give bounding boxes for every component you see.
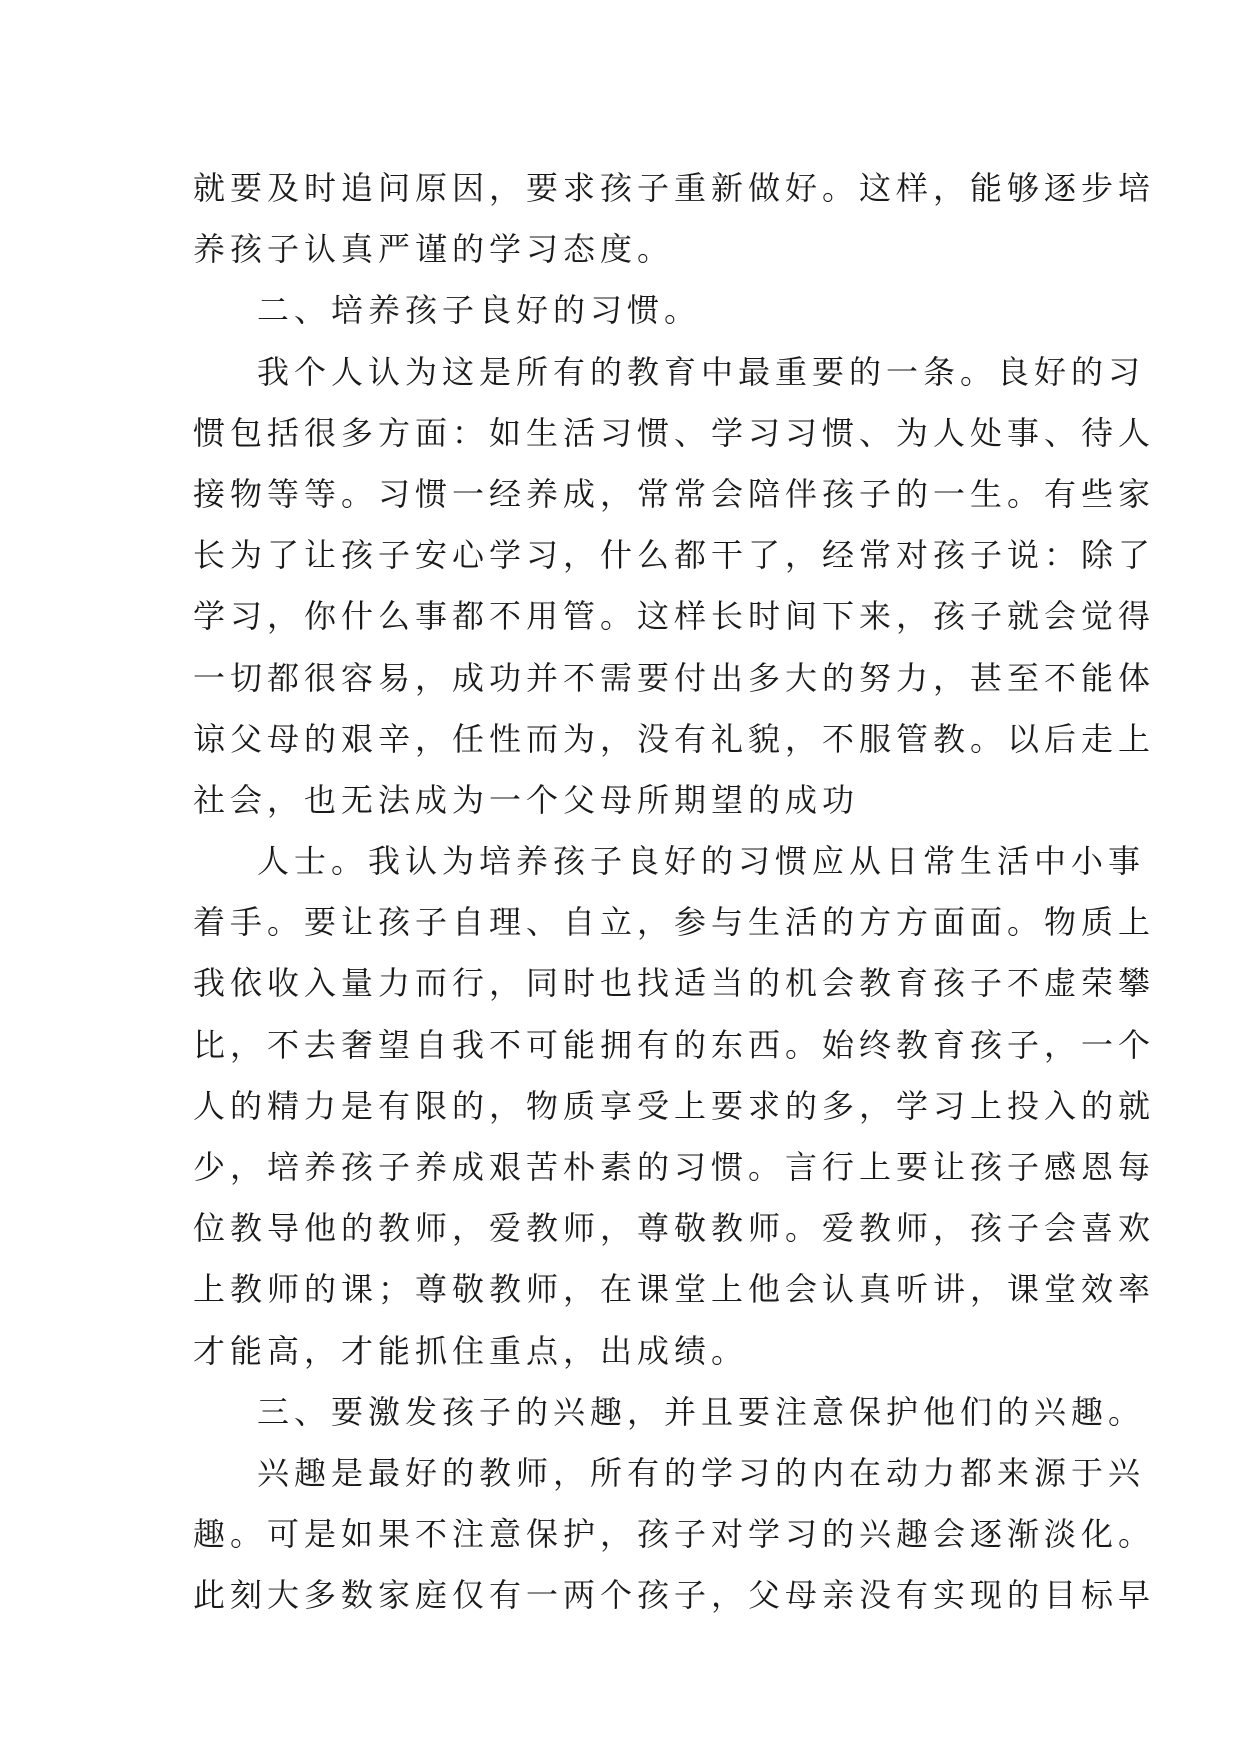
text-line: 谅父母的艰辛，任性而为，没有礼貌，不服管教。以后走上 bbox=[193, 719, 1156, 758]
text-line: 趣。可是如果不注意保护，孩子对学习的兴趣会逐渐淡化。 bbox=[193, 1515, 1156, 1554]
text-line: 上教师的课；尊敬教师，在课堂上他会认真听讲，课堂效率 bbox=[193, 1270, 1156, 1309]
text-line: 我依收入量力而行，同时也找适当的机会教育孩子不虚荣攀 bbox=[193, 964, 1156, 1003]
text-line: 兴趣是最好的教师，所有的学习的内在动力都来源于兴 bbox=[257, 1453, 1146, 1492]
document-body bbox=[193, 158, 1156, 1627]
text-line: 此刻大多数家庭仅有一两个孩子，父母亲没有实现的目标早 bbox=[193, 1576, 1156, 1615]
text-line: 才能高，才能抓住重点，出成绩。 bbox=[193, 1331, 749, 1370]
text-line: 着手。要让孩子自理、自立，参与生活的方方面面。物质上 bbox=[193, 903, 1156, 942]
text-line: 养孩子认真严谨的学习态度。 bbox=[193, 230, 675, 269]
text-line: 一切都很容易，成功并不需要付出多大的努力，甚至不能体 bbox=[193, 658, 1156, 697]
text-line: 我个人认为这是所有的教育中最重要的一条。良好的习 bbox=[257, 352, 1146, 391]
text-line: 学习，你什么事都不用管。这样长时间下来，孩子就会觉得 bbox=[193, 597, 1156, 636]
text-line: 就要及时追问原因，要求孩子重新做好。这样，能够逐步培 bbox=[193, 169, 1156, 207]
text-line: 接物等等。习惯一经养成，常常会陪伴孩子的一生。有些家 bbox=[193, 474, 1156, 513]
text-line: 人的精力是有限的，物质享受上要求的多，学习上投入的就 bbox=[193, 1086, 1156, 1125]
text-line: 社会，也无法成为一个父母所期望的成功 bbox=[193, 780, 860, 819]
text-line: 三、要激发孩子的兴趣，并且要注意保护他们的兴趣。 bbox=[257, 1392, 1146, 1431]
text-line: 长为了让孩子安心学习，什么都干了，经常对孩子说：除了 bbox=[193, 536, 1156, 575]
text-line: 惯包括很多方面：如生活习惯、学习习惯、为人处事、待人 bbox=[193, 413, 1156, 452]
text-line: 少，培养孩子养成艰苦朴素的习惯。言行上要让孩子感恩每 bbox=[193, 1148, 1156, 1186]
text-line: 二、培养孩子良好的习惯。 bbox=[257, 291, 702, 330]
text-line: 位教导他的教师，爱教师，尊敬教师。爱教师，孩子会喜欢 bbox=[193, 1209, 1156, 1248]
text-line: 比，不去奢望自我不可能拥有的东西。始终教育孩子，一个 bbox=[193, 1025, 1156, 1064]
text-line: 人士。我认为培养孩子良好的习惯应从日常生活中小事 bbox=[257, 842, 1146, 881]
